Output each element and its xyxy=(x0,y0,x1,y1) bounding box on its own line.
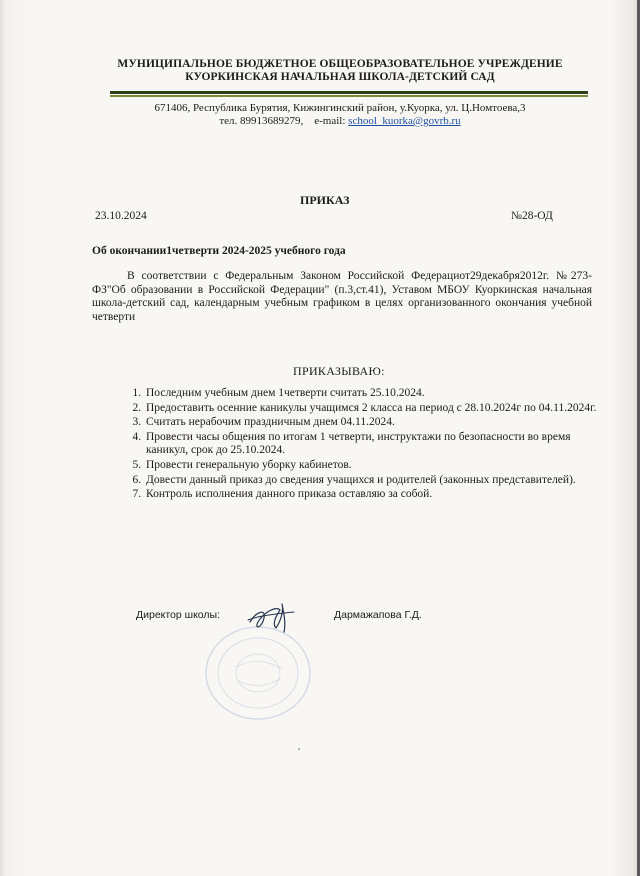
director-label: Директор школы: xyxy=(136,609,220,621)
email-label: e-mail: xyxy=(314,115,346,127)
order-item: 1. Последним учебным днем 1четверти считать 25.10.2024. xyxy=(144,387,614,400)
order-item: 6. Довести данный приказ до сведения учащихся и родителей (законных представителей). xyxy=(144,474,614,487)
header-rule-light xyxy=(110,95,588,97)
order-items xyxy=(110,387,614,503)
order-item: 4. Провести часы общения по итогам 1 четверти, инструктажи по безопасности во время каникул, срок до 25.10.2024. xyxy=(144,431,614,457)
document-title: ПРИКАЗ xyxy=(300,193,350,207)
document-date: 23.10.2024 xyxy=(95,210,147,222)
org-name-line2: КУОРКИНСКАЯ НАЧАЛЬНАЯ ШКОЛА-ДЕТСКИЙ САД xyxy=(185,71,495,83)
order-heading: ПРИКАЗЫВАЮ: xyxy=(293,364,385,378)
scan-speck xyxy=(298,748,300,750)
email-link[interactable]: school_kuorka@govrb.ru xyxy=(348,115,461,127)
org-name-line1: МУНИЦИПАЛЬНОЕ БЮДЖЕТНОЕ ОБЩЕОБРАЗОВАТЕЛЬНОЕ УЧРЕЖДЕНИЕ xyxy=(117,58,563,70)
org-address: 671406, Республика Бурятия, Кижингинский район, у.Куорка, ул. Ц.Номтоева,3 xyxy=(154,102,526,114)
document-number: №28-ОД xyxy=(511,210,553,222)
order-item: 2. Предоставить осенние каникулы учащимся 2 класса на период с 28.10.2024г по 04.11.2024г. xyxy=(144,402,614,415)
order-item: 3. Считать нерабочим праздничным днем 04.11.2024. xyxy=(144,416,614,429)
director-signature xyxy=(246,598,306,636)
order-item: 5. Провести генеральную уборку кабинетов. xyxy=(144,459,614,472)
order-item: 7. Контроль исполнения данного приказа оставляю за собой. xyxy=(144,488,614,501)
document-preamble: В соответствии с Федеральным Законом Российской Федерациот29декабря2012г. №273-ФЗ"Об образовании в Российской Федерации" (п.3,ст.41), Уставом МБОУ Куоркинская начальная школа-детский сад, календарным учебным графиком в целях организованного окончания учебной четверти xyxy=(92,270,592,323)
org-contacts xyxy=(60,115,620,128)
director-name: Дармажапова Г.Д. xyxy=(334,609,422,621)
document-subject: Об окончании1четверти 2024-2025 учебного года xyxy=(92,245,346,257)
header-rule-dark xyxy=(110,91,588,94)
org-phone: тел. 89913689279, xyxy=(219,115,304,127)
